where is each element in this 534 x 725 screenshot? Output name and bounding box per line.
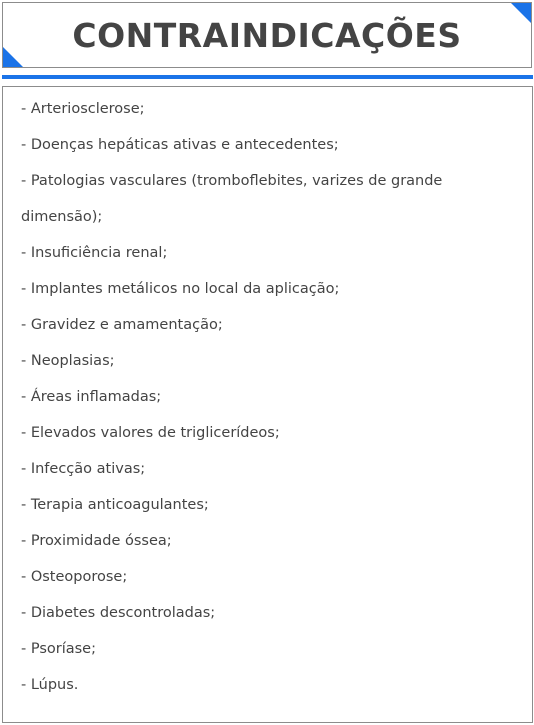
list-item: - Implantes metálicos no local da aplicação; [21, 281, 340, 297]
contraindications-box [2, 86, 533, 723]
list-item: - Infecção ativas; [21, 461, 146, 477]
list-item: - Proximidade óssea; [21, 533, 172, 549]
list-item: - Neoplasias; [21, 353, 115, 369]
list-item: - Elevados valores de triglicerídeos; [21, 425, 280, 441]
list-item: - Insuficiência renal; [21, 245, 168, 261]
contraindications-list [3, 87, 532, 703]
list-item: - Arteriosclerose; [21, 101, 145, 117]
title-box [2, 2, 532, 68]
list-item: - Áreas inflamadas; [21, 389, 162, 405]
list-item: - Terapia anticoagulantes; [21, 497, 209, 513]
list-item: - Psoríase; [21, 641, 96, 657]
page-title: CONTRAINDICAÇÕES [72, 15, 462, 55]
list-item: - Diabetes descontroladas; [21, 605, 216, 621]
list-item: - Patologias vasculares (tromboflebites, varizes de grande dimensão); [21, 173, 443, 225]
list-item: - Osteoporose; [21, 569, 128, 585]
list-item: - Lúpus. [21, 677, 79, 693]
title-divider [2, 75, 533, 79]
list-item: - Doenças hepáticas ativas e antecedentes; [21, 137, 339, 153]
list-item: - Gravidez e amamentação; [21, 317, 223, 333]
